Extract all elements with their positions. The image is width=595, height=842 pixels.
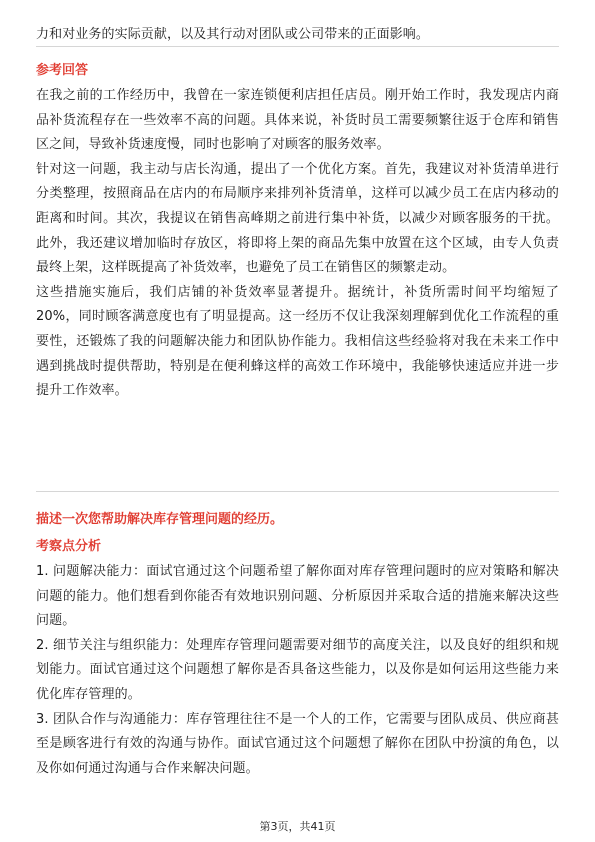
analysis-point: 1. 问题解决能力：面试官通过这个问题希望了解你面对库存管理问题时的应对策略和解决问题的能力。他们想看到你能否有效地识别问题、分析原因并采取合适的措施来解决这些问题。 [36,564,559,629]
page-footer: 第3页，共41页 [259,820,336,833]
divider [36,46,559,47]
reference-answer-heading: 参考回答 [36,63,89,78]
reference-answer [36,84,559,404]
analysis-points [36,560,559,781]
continuation-paragraph: 力和对业务的实际贡献，以及其行动对团队或公司带来的正面影响。 [36,27,430,42]
answer-paragraph: 在我之前的工作经历中，我曾在一家连锁便利店担任店员。刚开始工作时，我发现店内商品补货流程存在一些效率不高的问题。具体来说，补货时员工需要频繁往返于仓库和销售区之间，导致补货速度慢，同时也影响了对顾客的服务效率。 [36,88,559,153]
analysis-point: 2. 细节关注与组织能力：处理库存管理问题需要对细节的高度关注，以及良好的组织和规划能力。面试官通过这个问题想了解你是否具备这些能力，以及你是如何运用这些能力来优化库存管理的。 [36,637,559,702]
analysis-point: 3. 团队合作与沟通能力：库存管理往往不是一个人的工作，它需要与团队成员、供应商甚至是顾客进行有效的沟通与协作。面试官通过这个问题想了解你在团队中扮演的角色，以及你如何通过沟通与合作来解决问题。 [36,711,559,776]
question-heading: 描述一次您帮助解决库存管理问题的经历。 [36,512,284,527]
divider [36,491,559,492]
answer-paragraph: 针对这一问题，我主动与店长沟通，提出了一个优化方案。首先，我建议对补货清单进行分类整理，按照商品在店内的布局顺序来排列补货清单，这样可以减少员工在店内移动的距离和时间。其次，我提议在销售高峰期之前进行集中补货，以减少对顾客服务的干扰。此外，我还建议增加临时存放区，将即将上架的商品先集中放置在这个区域，由专人负责最终上架，这样既提高了补货效率，也避免了员工在销售区的频繁走动。 [36,161,559,276]
answer-paragraph: 这些措施实施后，我们店铺的补货效率显著提升。据统计，补货所需时间平均缩短了20%，同时顾客满意度也有了明显提高。这一经历不仅让我深刻理解到优化工作流程的重要性，还锻炼了我的问题解决能力和团队协作能力。我相信这些经验将对我在未来工作中遇到挑战时提供帮助，特别是在便利蜂这样的高效工作环境中，我能够快速适应并进一步提升工作效率。 [36,284,559,399]
analysis-heading: 考察点分析 [36,539,102,554]
